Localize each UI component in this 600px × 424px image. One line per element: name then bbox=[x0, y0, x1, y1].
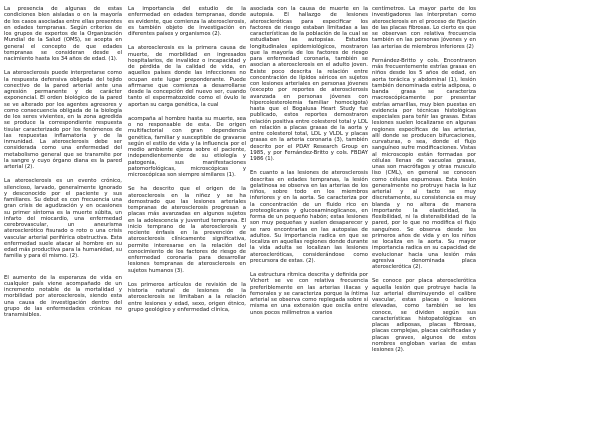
text-column-2 bbox=[128, 6, 246, 318]
text-column-4 bbox=[372, 6, 476, 358]
paragraph: acompaña al hombre hasta su muerte, sea o no responsable de esta. De origen multifactorial con gran dependencia genética, familiar y susceptible de gravarse según el estilo de vida y la influencia por el medio ambiente ejerza sobre el paciente, independientemente de su etiología y patogenia, sus manifestaciones patomorfológicas, microscópicas y microscópicas son siempre similares (1). bbox=[128, 115, 246, 178]
text-column-1 bbox=[4, 6, 122, 323]
paragraph: La presencia de algunas de estas condiciones bien aisladas o en la mayoría de los casos asociadas entre ellas presentes en edades tempranas. Según criterios de los grupos de expertos de la Organización Mundial de la Salud (OMS), se acepta en general el concepto de que edades tempranas se consideran desde el nacimiento hasta los 34 años de edad. (1). bbox=[4, 6, 122, 62]
paragraph: El aumento de la esperanza de vida en cualquier país viene acompañado de un incremento notable de la mortalidad y morbilidad por aterosclerosis, siendo esta una causa de investigación dentro del grupo de las enfermedades crónicas no transmisibles. bbox=[4, 274, 122, 318]
paragraph: centímetros. La mayor parte de los investigadores las interpretan como aterosclerosis en el proceso de fijación de las placas fibrosas. Lo cierto es que se observan con relativa frecuencia también en las personas jóvenes y en las arterias de miembros inferiores (2) bbox=[372, 6, 476, 50]
paragraph: Los primeros artículos de revisión de la historia natural de lesiones de la aterosclerosis se limitaban a la relación entre lesiones y edad, sexo, origen étnico, grupo geológico y enfermedad clínica, bbox=[128, 281, 246, 313]
paragraph: Se ha descrito que el origen de la aterosclerosis en la niñez y se ha demostrado que las lesiones arteriales tempranas de aterosclerosis progresan a placas más avanzadas en algunos sujetos en la adolescencia y juventud temprana. El inicio temprano de la aterosclerosis y reciente énfasis en la prevención de aterosclerosis clínicamente significativa, permite interesarse en la relación del conocimiento de los factores de riesgo de enfermedad coronaria para desarrollar lesiones tempranas de aterosclerosis en sujetos humanos (3). bbox=[128, 186, 246, 274]
paragraph: La importancia del estudio de la enfermedad en edades tempranas, donde es evidente, que comienza la aterosclerosis, es también objeto de investigación en diferentes países y organismos (2). bbox=[128, 6, 246, 37]
paragraph: La aterosclerosis es la primera causa de muerte, de morbilidad en ingresados hospitalarios, de invalidez o incapacidad y de pérdida de la calidad de vida, en aquellos países donde las infecciones no ocupan este lugar preponderante. Puede afirmarse que comienza a desarrollarse desde la concepción del nuevo ser, cuando tanto el espermatozoide como el óvulo le aportan su carga genética, la cual bbox=[128, 45, 246, 108]
paragraph: La estructura rítmica descrita y definida por Vichert se ve con relativa frecuencia preferiblemente en las arterias iliacas y femorales y se caracteriza porque la íntima arterial se observa como replegada sobre sí misma en una extensión que oscila entre unos pocos milímetros a varios bbox=[250, 272, 368, 316]
text-column-3 bbox=[250, 6, 368, 321]
paragraph: La aterosclerosis puede interpretarse como la respuesta defensiva obligada del tejido conectivo de la pared arterial ante una agresión permanente y de carácter exponencial. El orden biológico de la pared se ve alterado por los agentes agresores y como consecuencia obligada de la biología de los seres vivientes, en la zona agredida se produce la correspondiente respuesta tisular caracterizado por los fenómenos de las respuestas inflamatoria y de la inmunidad. La aterosclerosis debe ser considerada como una enfermedad del metabolismo general que se transmite por la sangre y cuyo órgano diana es la pared arterial (2). bbox=[4, 70, 122, 170]
paragraph: La aterosclerosis es un evento crónico, silencioso, larvado, generalmente ignorado y desconocido por el paciente y sus familiares. Su debut es con frecuencia una gran crisis de agudización y en ocasiones su primer síntoma es la muerte súbita, un infarto del miocardio, una enfermedad cerebrovascular, un aneurisma aterosclerótico fisurado o roto o una crisis vascular arterial periférica obstructiva. Esta enfermedad suele atacar al hombre en su edad más productiva para la humanidad, su familia y para él mismo. (2). bbox=[4, 178, 122, 260]
paragraph: En cuanto a las lesiones de aterosclerosis descritas en edades tempranas, la lesión gelatinosa se observa en las arterias de los niños, sobre todo en los miembros inferiores y en la aorta. Se caracteriza por la concentración de un fluido rico en proteoglicanos y glucosaminoglicanos, en forma de un pequeño habón; estas lesiones son muy pequeñas y suelen desaparecer y se raro encontrarlas en las autopsias de adultos. Su importancia radica en que se localiza en aquellas regiones donde durante la vida adulta se localizan las lesiones ateroscleróticas, considerándose como precursora de estas. (2). bbox=[250, 170, 368, 264]
paragraph: Se conoce por placa aterosclerótica aquella lesión que protruye hacia la luz arterial disminuyendo el calibre vascular, estas placas o lesiones elevadas, como también se les conoce, se dividen según sus características histopatológicas en placas adiposas, placas fibrosas, placas complejas, placas calcificadas y placas graves, algunos de estos nombres engloban varias de estas lesiones (2). bbox=[372, 278, 476, 353]
paragraph: Fernández-Britto y cols. Encontraron más frecuentemente estrías grasas en niños desde los 5 años de edad, en aorta torácica y abdominal (1), lesión también denominada estría adiposa, o banda grasa se caracteriza macroscópicamente por presentar estrías amarillas, muy bien puestas en evidencia por técnicas histológicas especiales para teñir las grasas. Estas lesiones suelen localizarse en algunas regiones específicas de las arterias, allí donde se producen bifurcaciones, curvaturas, o sea, donde el flujo sanguíneo sufre modificaciones. Vistas al microscopio están formadas por células llenas de vacuolas grasas, unas son macrófagos y otras musculo liso (CML), en general se conocen como células espumosas. Esta lesión generalmente no protruye hacia la luz arterial y al tacto se muy discretamente, su consistencia es muy blanda y no altera de manera importante la elasticidad, la flexibilidad, ni la distensibilidad de la pared, por lo que no modifica el flujo sanguíneo. Se observa desde los primeros años de vida y en los niños se localiza en la aorta. Su mayor importancia radica en su capacidad de evolucionar hacia una lesión más agresiva denominada placa aterosclerótica (2). bbox=[372, 57, 476, 270]
paragraph: asociada con la causa de muerte en la autopsia. El hallazgo de lesiones ateroscleróticas para especificar los factores de riesgo estaban limitadas a las características de la población de la cual se estudiaban las autopsias. Estudios longitudinales epidemiológicos, mostraron que la mayoría de los factores de riesgo para enfermedad coronaria, también se asocian a aterosclerosis en el adulto joven. Existe poco descrita la relación entre concentración de lípidos séricos en sujetos con lesiones arteriales en personas jóvenes (excepto por reportes de aterosclerosis avanzada en personas jóvenes con hipercolesterolemia familiar homocigota) hasta que el Bogalusa Heart Study fue publicado, estos reportes demostraron relación positiva entre colesterol total y LDL en relación a placas grasas de la aorta y entre colesterol total, LDL y VLDL y placas grasas en la arteria coronaria (3), también descrito por el PDAY Research Group en 1985, y por Fernández-Britto y cols. FBDAY 1986 (1). bbox=[250, 6, 368, 162]
